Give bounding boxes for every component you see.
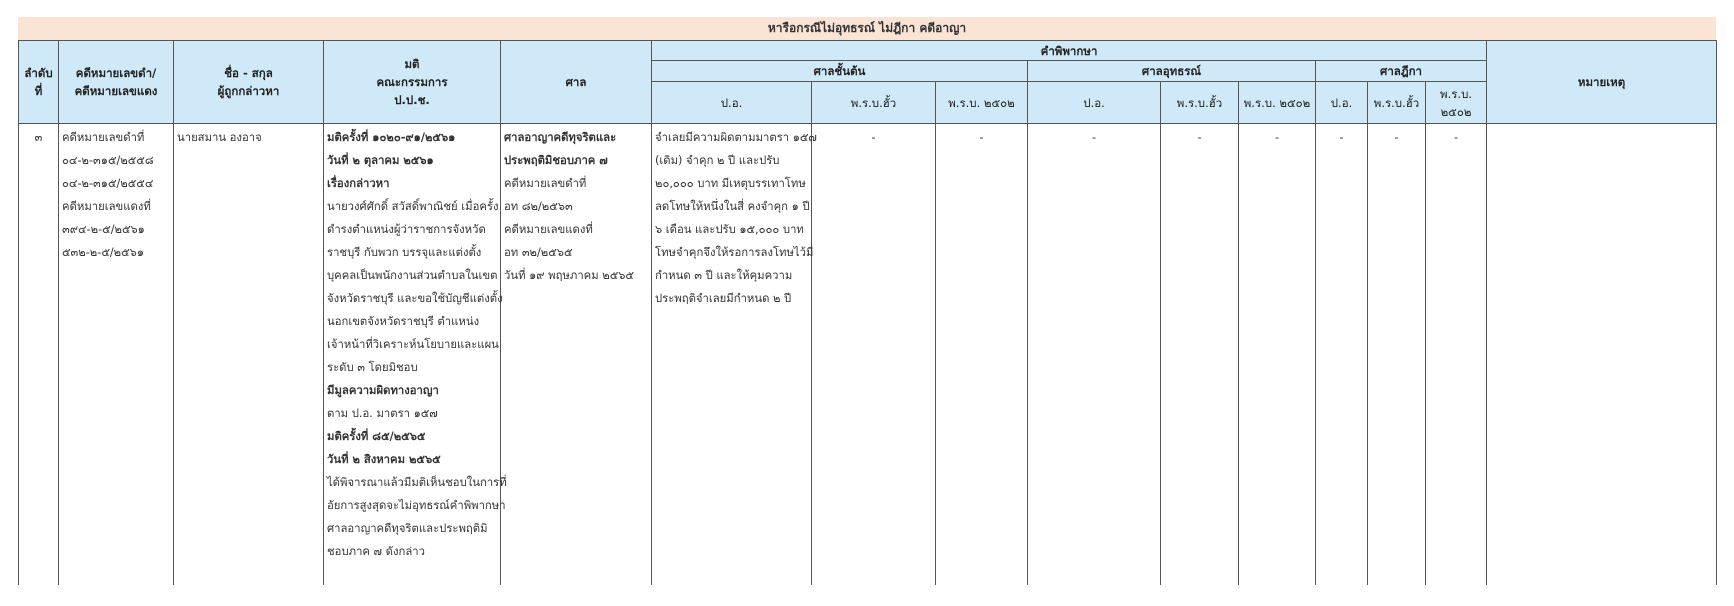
supreme-hua-header: พ.ร.บ.ฮั้ว <box>1368 82 1426 124</box>
case-table <box>18 40 1717 585</box>
appeal-2502-header: พ.ร.บ. ๒๕๐๒ <box>1239 82 1316 124</box>
first-court-header: ศาลชั้นต้น <box>652 61 1028 82</box>
row-first-court-pa: จำเลยมีความผิดตามมาตรา ๑๕๗ (เดิม) จำคุก ๒ ปี และปรับ ๒๐,๐๐๐ บาท มีเหตุบรรเทาโทษ ลดโทษให้หนึ่งในสี่ คงจำคุก ๑ ปี ๖ เดือน และปรับ ๑๕,๐๐๐ บาท โทษจำคุกจึงให้รอการลงโทษไว้มี กำหนด ๓ ปี และให้คุมความ ประพฤติจำเลยมีกำหนด ๒ ปี <box>652 124 812 586</box>
row-supreme-court-2502: - <box>1426 124 1487 586</box>
supreme-pa-header: ป.อ. <box>1316 82 1368 124</box>
col-remark-header: หมายเหตุ <box>1487 41 1717 124</box>
first-hua-header: พ.ร.บ.ฮั้ว <box>812 82 936 124</box>
row-case-numbers: คดีหมายเลขดำที่ ๐๔-๒-๓๑๕/๒๕๕๘ ๐๔-๒-๓๑๕/๒๕๕๔ คดีหมายเลขแดงที่ ๓๙๔-๒-๕/๒๕๖๑ ๕๓๒-๒-๕/๒๕๖๑ <box>59 124 174 586</box>
row-first-court-hua: - <box>812 124 936 586</box>
table-row <box>19 124 1717 586</box>
col-case-header: คดีหมายเลขดำ/ คดีหมายเลขแดง <box>59 41 174 124</box>
first-2502-header: พ.ร.บ. ๒๕๐๒ <box>936 82 1028 124</box>
judgment-header: คำพิพากษา <box>652 41 1487 61</box>
row-supreme-court-hua: - <box>1368 124 1426 586</box>
first-pa-header: ป.อ. <box>652 82 812 124</box>
row-appeal-court-2502: - <box>1239 124 1316 586</box>
col-no-header: ลำดับ ที่ <box>19 41 59 124</box>
row-resolution: มติครั้งที่ ๑๐๒๐-๙๑/๒๕๖๑ วันที่ ๒ ตุลาคม ๒๕๖๑ เรื่องกล่าวหา นายวงศ์ศักดิ์ สวัสดิ์พาณิชย์ เมื่อครั้ง ดำรงตำแหน่งผู้ว่าราชการจังหวัด ราชบุรี กับพวก บรรจุและแต่งตั้ง บุคคลเป็นพนักงานส่วนตำบลในเขต จังหวัดราชบุรี และขอใช้บัญชีแต่งตั้ง นอกเขตจังหวัดราชบุรี ตำแหน่ง เจ้าหน้าที่วิเคราะห์นโยบายและแผน ระดับ ๓ โดยมิชอบ มีมูลความผิดทางอาญา ตาม ป.อ. มาตรา ๑๕๗ มติครั้งที่ ๘๕/๒๕๖๕ วันที่ ๒ สิงหาคม ๒๕๖๕ ได้พิจารณาแล้วมีมติเห็นชอบในการที่ อัยการสูงสุดจะไม่อุทธรณ์คำพิพากษา ศาลอาญาคดีทุจริตและประพฤติมิ ชอบภาค ๗ ดังกล่าว <box>324 124 501 586</box>
appeal-court-header: ศาลอุทธรณ์ <box>1028 61 1316 82</box>
row-appeal-court-hua: - <box>1161 124 1239 586</box>
row-court: ศาลอาญาคดีทุจริตและ ประพฤติมิชอบภาค ๗ คดีหมายเลขดำที่ อท ๘๒/๒๕๖๓ คดีหมายเลขแดงที่ อท ๓๒/๒๕๖๕ วันที่ ๑๙ พฤษภาคม ๒๕๖๕ <box>501 124 652 586</box>
row-first-court-2502: - <box>936 124 1028 586</box>
appeal-hua-header: พ.ร.บ.ฮั้ว <box>1161 82 1239 124</box>
row-appeal-court-pa: - <box>1028 124 1161 586</box>
col-court-header: ศาล <box>501 41 652 124</box>
col-name-header: ชื่อ - สกุล ผู้ถูกกล่าวหา <box>174 41 324 124</box>
row-supreme-court-pa: - <box>1316 124 1368 586</box>
appeal-pa-header: ป.อ. <box>1028 82 1161 124</box>
table-banner: หารือกรณีไม่อุทธรณ์ ไม่ฎีกา คดีอาญา <box>18 17 1716 40</box>
supreme-court-header: ศาลฎีกา <box>1316 61 1487 82</box>
supreme-2502-header: พ.ร.บ. ๒๕๐๒ <box>1426 82 1487 124</box>
row-accused-name: นายสมาน องอาจ <box>174 124 324 586</box>
row-remark <box>1487 124 1717 586</box>
row-no: ๓ <box>19 124 59 586</box>
col-resolution-header: มติ คณะกรรมการ ป.ป.ช. <box>324 41 501 124</box>
